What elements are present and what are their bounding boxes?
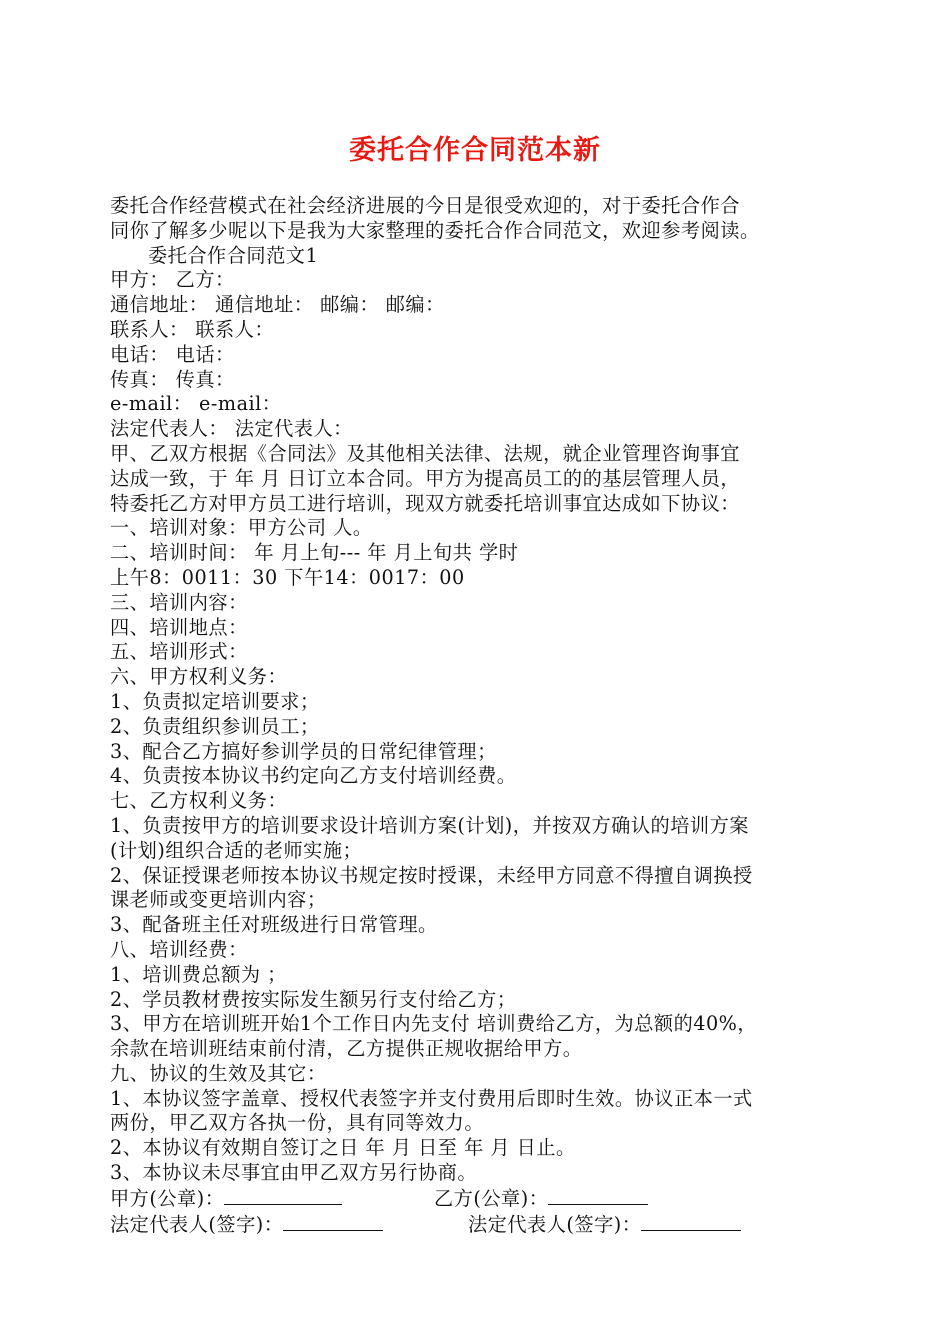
party-a-seal-field	[110, 1186, 434, 1212]
clause-7-item-2a: 2、保证授课老师按本协议书规定按时授课，未经甲方同意不得擅自调换授	[110, 863, 753, 887]
clause-2-time: 上午8：0011：30 下午14：0017：00	[110, 565, 465, 589]
clause-6-item-3: 3、配合乙方搞好参训学员的日常纪律管理；	[110, 739, 497, 763]
party-a-rep-label: 法定代表人(签字)：	[110, 1212, 284, 1236]
clause-4: 四、培训地点：	[110, 615, 248, 639]
contact-line: 联系人： 联系人：	[110, 317, 275, 341]
clause-6: 六、甲方权利义务：	[110, 665, 288, 689]
intro-line-1: 委托合作经营模式在社会经济进展的今日是很受欢迎的，对于委托合作合	[110, 194, 740, 217]
phone-line: 电话： 电话：	[110, 342, 235, 366]
clause-8-item-3b: 余款在培训班结束前付清，乙方提供正规收据给甲方。	[110, 1037, 583, 1061]
party-a-seal-label: 甲方(公章)：	[110, 1186, 225, 1210]
clause-8-item-2: 2、学员教材费按实际发生额另行支付给乙方；	[110, 987, 517, 1011]
party-b-seal-field	[434, 1186, 648, 1212]
parties-line: 甲方： 乙方：	[110, 268, 235, 292]
clause-8-item-3a: 3、甲方在培训班开始1个工作日内先支付 培训费给乙方，为总额的40%，	[110, 1012, 758, 1036]
intro-line-2: 同你了解多少呢以下是我为大家整理的委托合作合同范文，欢迎参考阅读。	[110, 218, 760, 242]
seal-signature-row	[110, 1186, 845, 1212]
clause-6-item-2: 2、负责组织参训员工；	[110, 714, 320, 738]
clause-6-item-1: 1、负责拟定培训要求；	[110, 689, 320, 713]
party-a-rep-blank	[283, 1212, 383, 1231]
clause-5: 五、培训形式：	[110, 640, 248, 664]
clause-2: 二、培训时间： 年 月上旬--- 年 月上旬共 学时	[110, 541, 519, 565]
preamble-line-2: 达成一致，于 年 月 日订立本合同。甲方为提高员工的的基层管理人员，	[110, 466, 741, 490]
party-a-rep-field	[110, 1212, 468, 1238]
legal-rep-line: 法定代表人： 法定代表人：	[110, 417, 353, 441]
clause-8-item-1: 1、培训费总额为 ；	[110, 962, 287, 986]
clause-7-item-3: 3、配备班主任对班级进行日常管理。	[110, 913, 438, 937]
clause-7-item-2b: 课老师或变更培训内容；	[110, 888, 327, 912]
clause-3: 三、培训内容：	[110, 590, 248, 614]
party-b-seal-blank	[548, 1186, 648, 1205]
party-b-rep-field	[468, 1212, 741, 1238]
clause-7-item-1a: 1、负责按甲方的培训要求设计培训方案(计划)，并按双方确认的培训方案	[110, 813, 749, 837]
document-body	[110, 194, 845, 1237]
clause-9-item-1a: 1、本协议签字盖章、授权代表签字并支付费用后即时生效。协议正本一式	[110, 1086, 753, 1110]
address-line: 通信地址： 通信地址： 邮编： 邮编：	[110, 293, 445, 317]
fax-line: 传真： 传真：	[110, 367, 235, 391]
clause-9-item-1b: 两份，甲乙双方各执一份，具有同等效力。	[110, 1111, 485, 1135]
document-title: 委托合作合同范本新	[349, 135, 601, 166]
clause-1: 一、培训对象：甲方公司 人。	[110, 516, 373, 540]
party-b-seal-label: 乙方(公章)：	[434, 1186, 549, 1210]
clause-9: 九、协议的生效及其它：	[110, 1061, 327, 1085]
clause-7: 七、乙方权利义务：	[110, 789, 288, 813]
clause-6-item-4: 4、负责按本协议书约定向乙方支付培训经费。	[110, 764, 517, 788]
party-b-rep-blank	[641, 1212, 741, 1231]
clause-8: 八、培训经费：	[110, 937, 248, 961]
clause-9-item-3: 3、本协议未尽事宜由甲乙双方另行协商。	[110, 1161, 478, 1185]
rep-signature-row	[110, 1212, 845, 1238]
contract-subtitle: 委托合作合同范文1	[148, 243, 319, 267]
party-b-rep-label: 法定代表人(签字)：	[468, 1212, 642, 1236]
email-line: e-mail： e-mail：	[110, 392, 282, 416]
party-a-seal-blank	[224, 1186, 342, 1205]
preamble-line-3: 特委托乙方对甲方员工进行培训，现双方就委托培训事宜达成如下协议：	[110, 491, 740, 515]
clause-7-item-1b: (计划)组织合适的老师实施；	[110, 838, 363, 862]
preamble-line-1: 甲、乙双方根据《合同法》及其他相关法律、法规，就企业管理咨询事宜	[110, 441, 740, 465]
clause-9-item-2: 2、本协议有效期自签订之日 年 月 日至 年 月 日止。	[110, 1136, 576, 1160]
